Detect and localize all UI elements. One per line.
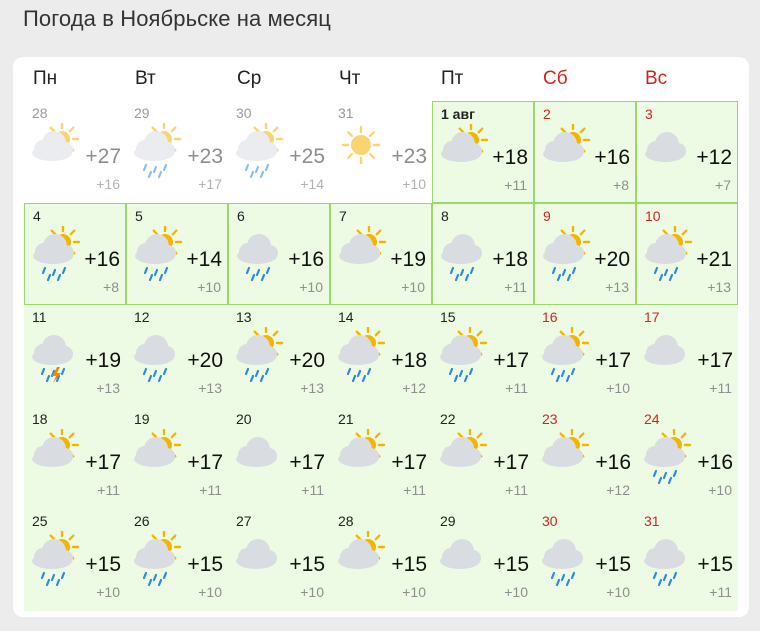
min-temperature: +13 bbox=[300, 380, 324, 396]
cloud-shape bbox=[32, 335, 73, 365]
max-temperature: +14 bbox=[186, 248, 222, 271]
max-temperature: +16 bbox=[288, 248, 324, 271]
day-cell[interactable] bbox=[432, 101, 534, 203]
max-temperature: +21 bbox=[696, 248, 732, 271]
day-cell[interactable] bbox=[24, 305, 126, 407]
rain-drops bbox=[246, 369, 268, 381]
rain-drops bbox=[145, 268, 167, 280]
min-temperature: +11 bbox=[301, 482, 324, 498]
rain-drops bbox=[450, 369, 472, 381]
day-cell[interactable] bbox=[228, 305, 330, 407]
sun-cloud-icon bbox=[132, 429, 182, 481]
day-cell[interactable] bbox=[636, 101, 738, 203]
min-temperature: +10 bbox=[606, 584, 630, 600]
sun-cloud-icon bbox=[30, 123, 80, 175]
min-temperature: +16 bbox=[96, 176, 120, 192]
day-cell[interactable] bbox=[24, 407, 126, 509]
weekday-label: Ср bbox=[237, 68, 262, 89]
min-temperature: +10 bbox=[198, 584, 222, 600]
cloud-icon bbox=[642, 327, 692, 379]
cloud-icon bbox=[438, 531, 488, 583]
day-cell[interactable] bbox=[432, 203, 534, 305]
day-cell[interactable] bbox=[330, 509, 432, 611]
sun-cloud-icon bbox=[337, 226, 387, 278]
sun-cloud-rain-icon bbox=[30, 531, 80, 583]
max-temperature: +16 bbox=[595, 451, 631, 474]
max-temperature: +15 bbox=[697, 553, 733, 576]
day-date: 16 bbox=[542, 309, 558, 325]
min-temperature: +11 bbox=[504, 279, 527, 295]
sun-cloud-rain-icon bbox=[336, 327, 386, 379]
max-temperature: +15 bbox=[391, 553, 427, 576]
day-date: 19 bbox=[134, 411, 150, 427]
max-temperature: +17 bbox=[697, 349, 733, 372]
sun-cloud-icon bbox=[540, 429, 590, 481]
day-date: 31 bbox=[644, 513, 660, 529]
day-cell[interactable] bbox=[330, 203, 432, 305]
max-temperature: +23 bbox=[391, 145, 427, 168]
day-date: 13 bbox=[236, 309, 252, 325]
sun-cloud-rain-icon bbox=[438, 327, 488, 379]
cloud-icon bbox=[234, 429, 284, 481]
sun-cloud-icon bbox=[439, 124, 489, 176]
day-date: 21 bbox=[338, 411, 354, 427]
calendar-card bbox=[13, 57, 749, 617]
day-date: 29 bbox=[440, 513, 456, 529]
day-date: 20 bbox=[236, 411, 252, 427]
weekday-header bbox=[24, 57, 738, 101]
max-temperature: +16 bbox=[697, 451, 733, 474]
day-cell[interactable] bbox=[636, 407, 738, 509]
min-temperature: +10 bbox=[299, 279, 323, 295]
min-temperature: +10 bbox=[402, 584, 426, 600]
max-temperature: +16 bbox=[594, 146, 630, 169]
rain-drops bbox=[348, 369, 370, 381]
weekday-label: Вс bbox=[645, 68, 668, 89]
cloud-icon bbox=[643, 124, 693, 176]
max-temperature: +12 bbox=[696, 146, 732, 169]
calendar-grid bbox=[24, 101, 738, 609]
day-cell[interactable] bbox=[126, 203, 228, 305]
day-date: 27 bbox=[236, 513, 252, 529]
day-cell[interactable] bbox=[330, 101, 432, 203]
day-cell[interactable] bbox=[432, 509, 534, 611]
min-temperature: +13 bbox=[198, 380, 222, 396]
cloud-shape bbox=[236, 437, 277, 467]
min-temperature: +7 bbox=[715, 177, 731, 193]
max-temperature: +18 bbox=[492, 146, 528, 169]
weekday-label: Вт bbox=[135, 68, 156, 89]
max-temperature: +15 bbox=[187, 553, 223, 576]
min-temperature: +11 bbox=[504, 177, 527, 193]
page-title: Погода в Ноябрьске на месяц bbox=[23, 6, 331, 31]
day-cell[interactable] bbox=[432, 407, 534, 509]
max-temperature: +20 bbox=[594, 248, 630, 271]
min-temperature: +11 bbox=[505, 380, 528, 396]
max-temperature: +17 bbox=[187, 451, 223, 474]
day-cell[interactable] bbox=[534, 101, 636, 203]
day-cell[interactable] bbox=[24, 203, 126, 305]
day-date: 31 bbox=[338, 105, 354, 121]
sun-cloud-rain-icon bbox=[642, 429, 692, 481]
rain-drops bbox=[42, 573, 64, 585]
max-temperature: +19 bbox=[390, 248, 426, 271]
day-cell[interactable] bbox=[636, 509, 738, 611]
rain-drops bbox=[246, 165, 268, 177]
day-cell[interactable] bbox=[330, 305, 432, 407]
day-cell[interactable] bbox=[432, 305, 534, 407]
rain-drops bbox=[43, 268, 65, 280]
cloud-rain-icon bbox=[642, 531, 692, 583]
day-date: 3 bbox=[645, 106, 653, 122]
min-temperature: +12 bbox=[402, 380, 426, 396]
max-temperature: +16 bbox=[84, 248, 120, 271]
sun-cloud-rain-icon bbox=[541, 226, 591, 278]
day-date: 26 bbox=[134, 513, 150, 529]
day-date: 30 bbox=[542, 513, 558, 529]
rain-drops bbox=[654, 471, 676, 483]
day-date: 23 bbox=[542, 411, 558, 427]
min-temperature: +11 bbox=[505, 482, 528, 498]
day-cell[interactable] bbox=[330, 407, 432, 509]
day-cell[interactable] bbox=[126, 305, 228, 407]
day-date: 25 bbox=[32, 513, 48, 529]
rain-drops bbox=[144, 573, 166, 585]
weekday-label: Чт bbox=[339, 68, 361, 89]
day-cell[interactable] bbox=[228, 203, 330, 305]
max-temperature: +17 bbox=[595, 349, 631, 372]
sun-icon bbox=[336, 123, 386, 175]
sun-shape bbox=[343, 127, 379, 163]
sun-cloud-rain-icon bbox=[643, 226, 693, 278]
day-cell[interactable] bbox=[534, 203, 636, 305]
day-date: 15 bbox=[440, 309, 456, 325]
day-date: 11 bbox=[32, 309, 47, 325]
rain-drops bbox=[247, 268, 269, 280]
day-cell[interactable] bbox=[534, 509, 636, 611]
min-temperature: +10 bbox=[708, 482, 732, 498]
rain-drops bbox=[451, 268, 473, 280]
day-date: 10 bbox=[645, 208, 661, 224]
day-date: 7 bbox=[339, 208, 347, 224]
day-date: 9 bbox=[543, 208, 551, 224]
cloud-shape bbox=[440, 539, 481, 569]
weekday-label: Пт bbox=[441, 68, 464, 89]
cloud-rain-icon bbox=[439, 226, 489, 278]
sun-cloud-rain-icon bbox=[132, 123, 182, 175]
day-date: 14 bbox=[338, 309, 354, 325]
max-temperature: +15 bbox=[85, 553, 121, 576]
max-temperature: +17 bbox=[493, 451, 529, 474]
day-cell[interactable] bbox=[534, 407, 636, 509]
day-cell[interactable] bbox=[228, 101, 330, 203]
day-cell[interactable] bbox=[24, 101, 126, 203]
day-date: 17 bbox=[644, 309, 660, 325]
rain-drops bbox=[655, 268, 677, 280]
cloud-shape bbox=[644, 335, 685, 365]
min-temperature: +10 bbox=[402, 176, 426, 192]
rain-drops bbox=[552, 369, 574, 381]
sun-cloud-icon bbox=[541, 124, 591, 176]
rain-drops bbox=[654, 573, 676, 585]
min-temperature: +11 bbox=[97, 482, 120, 498]
sun-cloud-icon bbox=[336, 531, 386, 583]
sun-cloud-rain-icon bbox=[234, 327, 284, 379]
day-date: 30 bbox=[236, 105, 252, 121]
min-temperature: +11 bbox=[403, 482, 426, 498]
max-temperature: +15 bbox=[595, 553, 631, 576]
day-cell[interactable] bbox=[534, 305, 636, 407]
cloud-storm-icon bbox=[30, 327, 80, 379]
day-date: 28 bbox=[338, 513, 354, 529]
max-temperature: +17 bbox=[85, 451, 121, 474]
cloud-shape bbox=[644, 539, 685, 569]
cloud-shape bbox=[237, 234, 278, 264]
day-cell[interactable] bbox=[126, 101, 228, 203]
min-temperature: +10 bbox=[197, 279, 221, 295]
max-temperature: +18 bbox=[492, 248, 528, 271]
sun-cloud-rain-icon bbox=[132, 531, 182, 583]
max-temperature: +25 bbox=[289, 145, 325, 168]
max-temperature: +15 bbox=[289, 553, 325, 576]
cloud-shape bbox=[236, 539, 277, 569]
max-temperature: +17 bbox=[493, 349, 529, 372]
day-date: 22 bbox=[440, 411, 456, 427]
day-cell[interactable] bbox=[636, 203, 738, 305]
day-cell[interactable] bbox=[636, 305, 738, 407]
weekday-label: Сб bbox=[543, 68, 568, 89]
max-temperature: +15 bbox=[493, 553, 529, 576]
sun-cloud-rain-icon bbox=[31, 226, 81, 278]
day-date: 2 bbox=[543, 106, 551, 122]
rain-drops bbox=[144, 369, 166, 381]
cloud-rain-icon bbox=[132, 327, 182, 379]
sun-cloud-rain-icon bbox=[540, 327, 590, 379]
min-temperature: +10 bbox=[401, 279, 425, 295]
max-temperature: +20 bbox=[187, 349, 223, 372]
cloud-rain-icon bbox=[235, 226, 285, 278]
cloud-shape bbox=[441, 234, 482, 264]
cloud-shape bbox=[134, 335, 175, 365]
sun-cloud-icon bbox=[438, 429, 488, 481]
day-date: 8 bbox=[441, 208, 449, 224]
rain-drops bbox=[553, 268, 575, 280]
cloud-rain-icon bbox=[540, 531, 590, 583]
min-temperature: +11 bbox=[199, 482, 222, 498]
max-temperature: +17 bbox=[391, 451, 427, 474]
max-temperature: +23 bbox=[187, 145, 223, 168]
day-cell[interactable] bbox=[126, 407, 228, 509]
sun-cloud-rain-icon bbox=[234, 123, 284, 175]
weekday-label: Пн bbox=[33, 68, 58, 89]
day-date: 5 bbox=[135, 208, 143, 224]
max-temperature: +27 bbox=[85, 145, 121, 168]
sun-cloud-icon bbox=[336, 429, 386, 481]
day-date: 28 bbox=[32, 105, 48, 121]
day-date: 18 bbox=[32, 411, 48, 427]
rain-drops bbox=[144, 165, 166, 177]
min-temperature: +14 bbox=[300, 176, 324, 192]
day-cell[interactable] bbox=[126, 509, 228, 611]
day-date: 29 bbox=[134, 105, 150, 121]
rain-drops bbox=[552, 573, 574, 585]
min-temperature: +10 bbox=[504, 584, 528, 600]
min-temperature: +8 bbox=[103, 279, 119, 295]
cloud-icon bbox=[234, 531, 284, 583]
day-date: 6 bbox=[237, 208, 245, 224]
cloud-shape bbox=[542, 539, 583, 569]
cloud-shape bbox=[645, 132, 686, 162]
max-temperature: +19 bbox=[85, 349, 121, 372]
max-temperature: +20 bbox=[289, 349, 325, 372]
min-temperature: +13 bbox=[96, 380, 120, 396]
min-temperature: +11 bbox=[709, 584, 732, 600]
min-temperature: +10 bbox=[300, 584, 324, 600]
day-date: 24 bbox=[644, 411, 660, 427]
min-temperature: +10 bbox=[606, 380, 630, 396]
day-cell[interactable] bbox=[228, 509, 330, 611]
max-temperature: +17 bbox=[289, 451, 325, 474]
sun-cloud-icon bbox=[30, 429, 80, 481]
day-date: 1 авг bbox=[441, 106, 475, 122]
min-temperature: +13 bbox=[707, 279, 731, 295]
sun-cloud-rain-icon bbox=[133, 226, 183, 278]
max-temperature: +18 bbox=[391, 349, 427, 372]
min-temperature: +8 bbox=[613, 177, 629, 193]
min-temperature: +11 bbox=[709, 380, 732, 396]
day-cell[interactable] bbox=[24, 509, 126, 611]
day-date: 12 bbox=[134, 309, 150, 325]
min-temperature: +10 bbox=[96, 584, 120, 600]
min-temperature: +17 bbox=[198, 176, 222, 192]
min-temperature: +13 bbox=[605, 279, 629, 295]
min-temperature: +12 bbox=[606, 482, 630, 498]
day-cell[interactable] bbox=[228, 407, 330, 509]
day-date: 4 bbox=[33, 208, 41, 224]
